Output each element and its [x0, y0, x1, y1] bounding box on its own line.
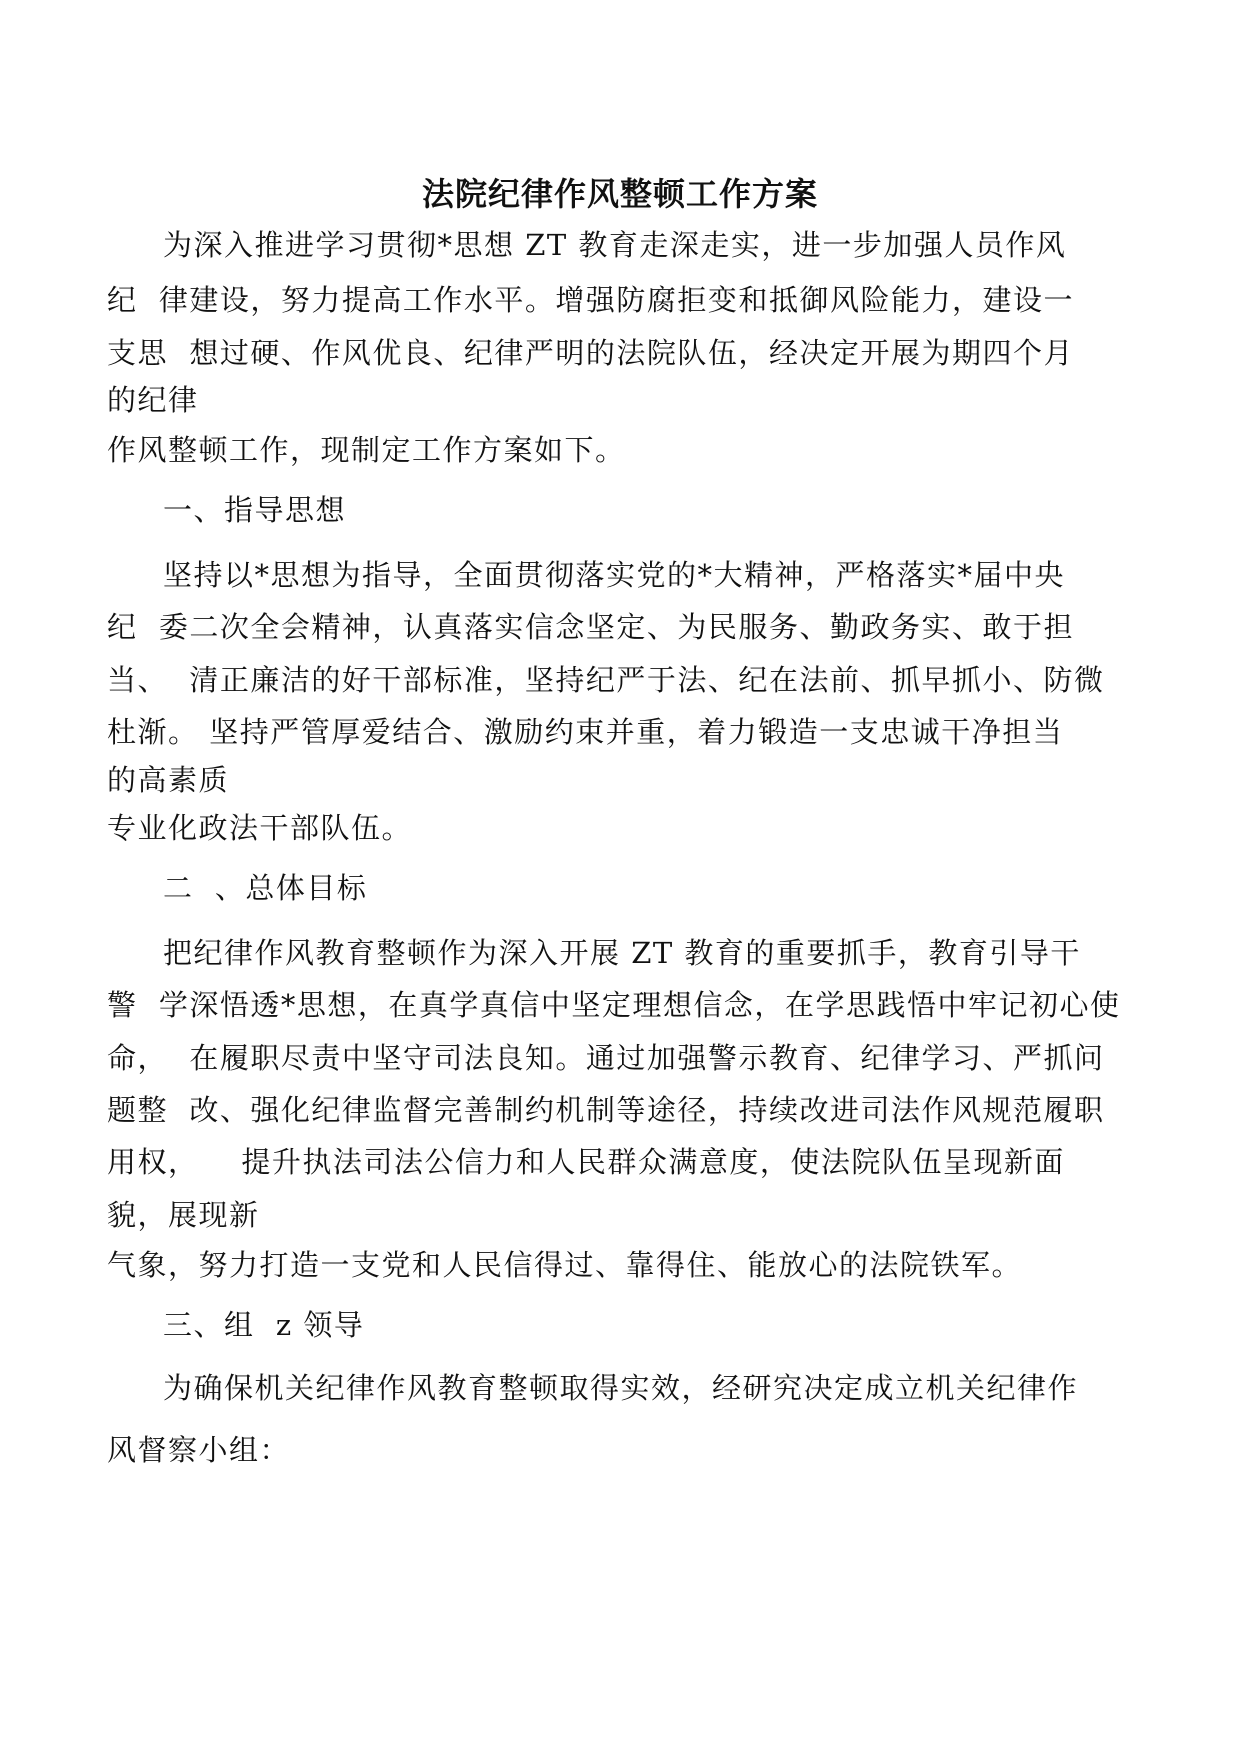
paragraph-line: 专业化政法干部队伍。: [107, 811, 413, 845]
section-heading: 二 、总体目标: [163, 871, 368, 905]
paragraph-line: 当、 清正廉洁的好干部标准，坚持纪严于法、纪在法前、抓早抓小、防微: [107, 663, 1105, 697]
paragraph-line: 命， 在履职尽责中坚守司法良知。通过加强警示教育、纪律学习、严抓问: [107, 1041, 1105, 1075]
paragraph-line: 为确保机关纪律作风教育整顿取得实效，经研究决定成立机关纪律作: [163, 1371, 1079, 1405]
paragraph-line: 警 学深悟透*思想，在真学真信中坚定理想信念，在学思践悟中牢记初心使: [107, 988, 1121, 1022]
paragraph-line: 作风整顿工作，现制定工作方案如下。: [107, 433, 626, 467]
paragraph-line: 题整 改、强化纪律监督完善制约机制等途径，持续改进司法作风规范履职: [107, 1093, 1105, 1127]
paragraph-line: 风督察小组：: [107, 1433, 291, 1467]
document-title: 法院纪律作风整顿工作方案: [421, 175, 818, 213]
paragraph-line: 杜渐。 坚持严管厚爱结合、激励约束并重，着力锻造一支忠诚干净担当: [107, 715, 1064, 749]
section-heading: 一、指导思想: [163, 493, 347, 527]
paragraph-line: 纪 委二次全会精神，认真落实信念坚定、为民服务、勤政务实、敢于担: [107, 610, 1074, 644]
section-heading: 三、组 z 领导: [163, 1308, 365, 1342]
paragraph-line: 坚持以*思想为指导，全面贯彻落实党的*大精神，严格落实*届中央: [163, 558, 1066, 592]
paragraph-line: 纪 律建设，努力提高工作水平。增强防腐拒变和抵御风险能力，建设一: [107, 283, 1074, 317]
paragraph-line: 用权， 提升执法司法公信力和人民群众满意度，使法院队伍呈现新面: [107, 1145, 1065, 1179]
paragraph-line: 气象，努力打造一支党和人民信得过、靠得住、能放心的法院铁军。: [107, 1248, 1023, 1282]
paragraph-line: 的纪律: [107, 383, 199, 417]
paragraph-line: 支思 想过硬、作风优良、纪律严明的法院队伍，经决定开展为期四个月: [107, 336, 1074, 370]
paragraph-line: 的高素质: [107, 763, 230, 797]
paragraph-line: 把纪律作风教育整顿作为深入开展 ZT 教育的重要抓手，教育引导干: [163, 936, 1081, 970]
paragraph-line: 貌，展现新: [107, 1198, 260, 1232]
paragraph-line: 为深入推进学习贯彻*思想 ZT 教育走深走实，进一步加强人员作风: [163, 228, 1067, 262]
